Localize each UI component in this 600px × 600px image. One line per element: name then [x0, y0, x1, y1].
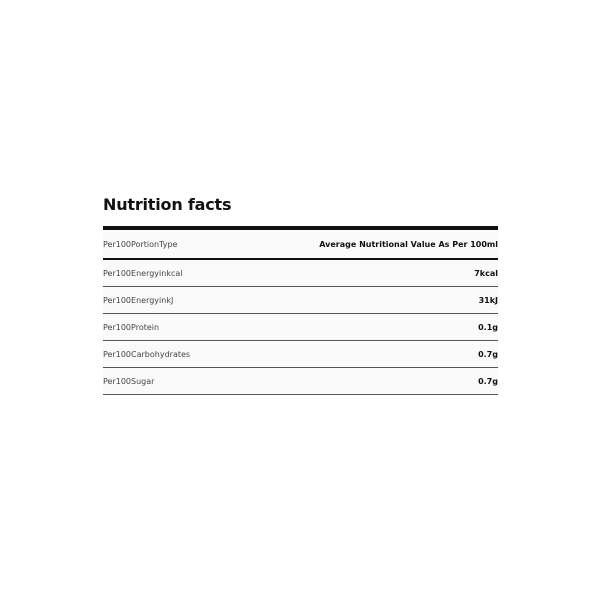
row-label: Per100Carbohydrates — [103, 349, 191, 359]
nutrition-row-carbohydrates — [103, 341, 498, 368]
row-value: 0.7g — [478, 376, 498, 386]
row-label: Per100Energyinkcal — [103, 268, 183, 278]
nutrition-facts-panel — [103, 193, 498, 395]
row-label: Per100EnergyinkJ — [103, 295, 174, 305]
row-value: 0.7g — [478, 349, 498, 359]
row-value: 0.1g — [478, 322, 498, 332]
nutrition-row-protein — [103, 314, 498, 341]
nutrition-header-row — [103, 230, 498, 260]
nutrition-row-energy-kj — [103, 287, 498, 314]
nutrition-facts-title: Nutrition facts — [103, 195, 232, 214]
nutrition-row-sugar — [103, 368, 498, 395]
nutrition-row-energy-kcal — [103, 260, 498, 287]
row-value: 31kJ — [478, 295, 498, 305]
row-label: Per100Protein — [103, 322, 160, 332]
header-value: Average Nutritional Value As Per 100ml — [319, 239, 498, 249]
row-value: 7kcal — [474, 268, 498, 278]
header-label: Per100PortionType — [103, 239, 178, 249]
row-label: Per100Sugar — [103, 376, 155, 386]
